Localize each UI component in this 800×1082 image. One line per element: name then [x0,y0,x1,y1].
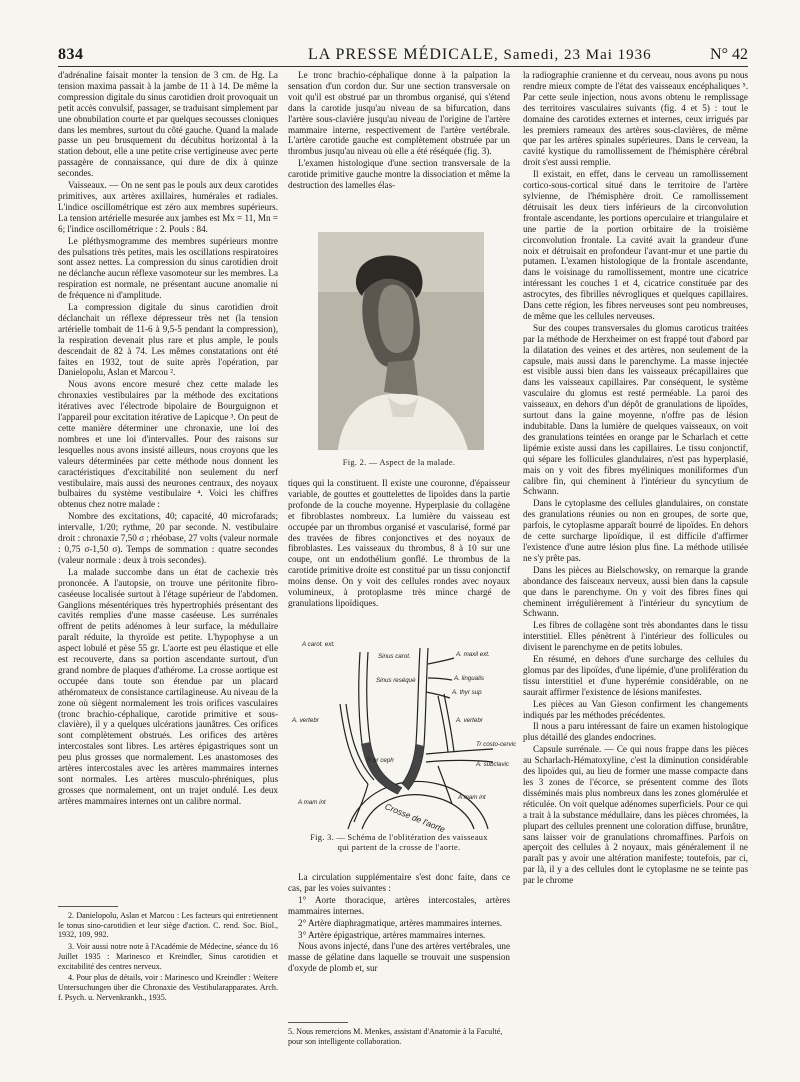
label-a-thyr-sup: A. thyr sup [452,689,482,696]
footnote: 3. Voir aussi notre note à l'Académie de Médecine, séance du 16 Juillet 1935 : Marinesco et Kreindler, Sinus carotidien et excitabilité des centres nerveux. [58,942,278,971]
footnote-middle [288,1022,510,1046]
page-number: 834 [58,46,84,63]
figure-2-photo [318,232,484,450]
vessel-diagram [288,634,517,835]
footnote-rule [58,906,118,907]
label-a-maxil-ext: A. maxil ext. [456,651,490,658]
column-middle-bottom [288,872,510,975]
list-item: 2° Artère diaphragmatique, artères mammaires internes. [298,917,503,928]
list-item: 1° Aorte thoracique, artères intercostales, artères mammaires internes. [288,894,510,916]
paragraph: Les fibres de collagène sont très abondantes dans le tissu interstitiel. Elles pénètrent à l'intérieur des follicules ou divisent le parenchyme en de petits lobules. [523,620,748,653]
paragraph: La malade succombe dans un état de cachexie très prononcée. A l'autopsie, on trouve une péritonite fibro-caséeuse localisée surtout à l'étage supérieur de l'abdomen. Ganglions mésentériques très hypertrophiés présentant des cavités remplies d'une masse caséeuse. Les surrénales offrent de petits adénomes à leur surface, la médullaire paraît réduite, la thyroïde est petite. L'hypophyse a un aspect lobulé et pèse 55 gr. L'aorte est peu élastique et elle est recouverte, dans sa portion ascendante surtout, d'un grand nombre de plaques d'athérome. La crosse aortique est occupée dans toute son étendue par un placard athéromateux de consistance cartilagineuse. Au niveau de la zone où siègent normalement les trois orifices vasculaires (tronc brachio-céphalique, carotide primitive et sous-clavière), il y a quelques ulcérations jaunâtres. Ces orifices sont complètement obstrués. Les orifices des artères intercostales sont libres. Les artères épigastriques sont un peu plus grosses que normalement. Les anastomoses des artères intercostales avec les artères mammaires internes sont normales. Les artères musculo-phréniques, plus grosses que normalement, ont un trajet ondulé. Les deux artères mammaires internes ont un calibre normal. [58,566,278,806]
figure-3-caption-line-1: Fig. 3. — Schéma de l'oblitération des vaisseaux [310,833,488,842]
paragraph: Le tronc brachio-céphalique donne à la palpation la sensation d'un cordon dur. Sur une section transversale on voit qu'il est obstrué par un thrombus organisé, qui s'étend dans la carotide jusqu'au niveau de sa bifurcation, dans l'artère sous-clavière jusqu'au niveau de l'origine de l'artère mammaire interne, respectivement de l'artère vertébrale. L'artère carotide gauche est complètement obstruée par un thrombus jusqu'au niveau où elle a été réséquée (fig. 3). [288,70,510,157]
issue-number: N° 42 [710,46,748,63]
paragraph: Il nous a paru intéressant de faire un examen histologique plus détaillé des glandes endocrines. [523,721,748,743]
label-a-mam-int-right: A mam int [458,794,486,801]
paragraph: Les pièces au Van Gieson confirment les changements indiqués par les méthodes précédentes. [523,698,748,720]
paragraph: Nombre des excitations, 40; capacité, 40 microfarads; intervalle, 1/20; rythme, 20 par seconde. N. vestibulaire droit : chronaxie 7,50 σ ; rhéobase, 27 volts (valeur normale : 0,75 σ-1,50 σ). Temps de sommation : quatre secondes (valeur normale : deux à trois secondes). [58,511,278,565]
paragraph: Dans le cytoplasme des cellules glandulaires, on constate des granulations réunies ou non en groupes, de sorte que, parfois, le cytoplasme apparaît bourré de lipoïdes. En dehors de cette surcharge lipoïdique, il est difficile d'affirmer l'existence d'une autre lésion plus fine. La méthode utilisée ne s'y prête pas. [523,498,748,563]
label-a-vertebr-right: A. vertebr [456,717,483,724]
label-a-carot-ext: A carot. ext. [302,641,335,648]
footnotes-left [58,906,278,1004]
paragraph: la radiographie cranienne et du cerveau, nous avons pu nous rendre mieux compte de l'état des vaisseaux encéphaliques ⁵. Par cette seule injection, nous avons obtenu le remplissage des territoires vasculaires suivants (fig. 4 et 5) : tout le domaine des carotides externes et internes, ceux irrigués par les premiers rameaux des artères sous-clavières, de même que par les artères spinales supérieures. Dans le cerveau, la cavité kystique du ramollissement de l'hémisphère cérébral droit s'est aussi remplie. [523,70,748,168]
paragraph: Dans les pièces au Bielschowsky, on remarque la grande abondance des faisceaux nerveux, aussi bien dans la capsule que dans le parenchyme. On y voit des fibres fines qui cheminent irrégulièrement à l'intérieur du syncytium de Schwann. [523,564,748,619]
label-crosse-aorte: Crosse de l'aorte [383,801,447,835]
paragraph: Nous avons encore mesuré chez cette malade les chronaxies vestibulaires par la méthode des excitations itératives avec l'électrode bipolaire de Bourguignon et l'appareil pour excitation itérative de Lapicque ³. On peut de cette manière déterminer une chronaxie, une loi des nombres et une loi d'intervalles. Pour des raisons sur lesquelles nous avons insisté ailleurs, nous croyons que les valeurs déterminées par cette méthode nous donnent les caractéristiques d'excitabilité non seulement du nerf vestibulaire, mais aussi des neurones centraux, des noyaux bulbaires du système vestibulaire ⁴. Voici les chiffres obtenus chez notre malade : [58,379,278,510]
label-sinus-carot: Sinus carot. [378,653,411,660]
paragraph: Il existait, en effet, dans le cerveau un ramollissement cortico-sous-cortical situé dans le territoire de l'artère sylvienne, de l'hémisphère droit. Ce ramollissement détruisait les deux tiers inférieurs de la circonvolution frontale ascendante, les portions operculaire et triangulaire et une partie de la portion orbitaire de la troisième circonvolution frontale. La cavité avait la grandeur d'une noix et détruisait en profondeur l'avant-mur et une partie du putamen. L'examen histologique de la frontale ascendante, dans le voisinage du ramollissement, montre une cicatrice intéressant les couches 1 et 4, cicatrice constituée par des astrocytes, des fibrilles névrogliques et quelques capillaires. Dans cette région, les fibres nerveuses sont peu nombreuses, de même que les cellules nerveuses. [523,169,748,321]
label-tr-br-ceph: Tr br ceph [366,757,394,764]
paragraph: La compression digitale du sinus carotidien droit déclanchait un réflexe dépresseur très net (la tension artérielle tombait de 11-6 à 9,5-5 pendant la compression), la respiration devenait plus rare et plus ample, le pouls descendait de 82 à 74. Les mêmes constatations ont été faites en 1932, tout de suite après l'opération, par Danielopolu, Aslan et Marcou ². [58,302,278,378]
label-a-subclavic: A. subclavic [476,761,510,768]
journal-title: LA PRESSE MÉDICALE [308,46,495,63]
header-rule [58,66,748,67]
paragraph: La circulation supplémentaire s'est donc faite, dans ce cas, par les voies suivantes : [288,872,510,893]
issue-date: Samedi, 23 Mai 1936 [503,47,652,63]
label-sinus-reseque: Sinus reséqué [376,677,416,684]
figure-3-caption-line-2: qui partent de la crosse de l'aorte. [337,843,461,852]
list-item: 3° Artère épigastrique, artères mammaires internes. [298,929,486,940]
label-a-lingualis: A. lingualis [454,675,484,682]
column-right [523,70,748,887]
paragraph: tiques qui la constituent. Il existe une couronne, d'épaisseur variable, de gouttes et gouttelettes de lipoïdes dans la partie profonde de la couche moyenne. Hyperplasie du collagène et fibroblastes nombreux. La lumière du vaisseau est occupée par un thrombus organisé et vascularisé, formé par des travées de fibres conjonctives et des noyaux de fibroblastes. Les vaisseaux du thrombus, 8 à 10 sur une coupe, ont un endothélium gonflé. Le thrombus de la carotide primitive droite est constitué par un tissu conjonctif moins dense. On y voit des cellules rondes avec noyaux volumineux, à protoplasme très mince chargé de granulations lipoïdiques. [288,478,510,608]
figure-2-caption: Fig. 2. — Aspect de la malade. [342,458,456,467]
footnote-rule [288,1022,348,1023]
paragraph: Nous avons injecté, dans l'une des artères vertébrales, une masse de gélatine dans laquelle se trouvait une suspension d'oxyde de plomb et, sur [288,941,510,974]
footnote: 2. Danielopolu, Aslan et Marcou : Les facteurs qui entretiennent le tonus sino-carotidien et leur siège d'action. C. rend. Soc. Biol., 1932, 109, 992. [58,911,278,940]
paragraph: Capsule surrénale. — Ce qui nous frappe dans les pièces au Scharlach-Hématoxyline, c'est la diminution considérable des lipoïdes qui, au lieu de former une masse compacte dans les 3 zones de l'écorce, se présentent comme des îlots disséminés mais plus nombreux dans les zones glomérulée et réticulée. On voit quelque adénomes superficiels. Pour ce qui a trait à la substance médullaire, dans les pièces chromées, la plupart des cellules prennent une coloration diffuse, brunâtre, sans laisser voir de granulations chromaffines. Parfois on aperçoit des cellules à 2 noyaux, mais généralement il ne paraît pas y avoir une altération manifeste; toutefois, par ci, par là, il y a des cellules dont le cytoplasme ne se teinte pas par le chrome [523,744,748,886]
paragraph: Le pléthysmogramme des membres supérieurs montre des pulsations très petites, mais les oscillations respiratoires sont assez nettes. La compression du sinus carotidien droit ne déclanche aucun réflexe vasomoteur sur les membres. La respiration est normale, ne présentant aucune anomalie ni de fréquence ni d'amplitude. [58,235,278,301]
paragraph: En résumé, en dehors d'une surcharge des cellules du glomus par des lipoïdes, d'une lipémie, d'une prolifération du tissu interstitiel et d'une hyperémie considérable, on ne saurait affirmer l'existence de lésions manifestes. [523,654,748,697]
label-a-vertebr-left: A. vertebr [292,717,319,724]
column-middle-top [288,70,510,192]
column-middle-mid [288,478,510,610]
patient-portrait-image [318,232,484,450]
paragraph: Vaisseaux. — On ne sent pas le pouls aux deux carotides primitives, aux artères axillaires, humérales et radiales. L'indice oscillométrique est zéro aux membres supérieurs. La tension artérielle mesurée aux jambes est Mx = 11, Mn = 6; l'indice oscillométrique : 2. Pouls : 84. [58,180,278,234]
column-left [58,70,278,808]
footnote: 5. Nous remercions M. Menkes, assistant d'Anatomie à la Faculté, pour son intelligente collaboration. [288,1027,503,1046]
page-header: 834 LA PRESSE MÉDICALE, Samedi, 23 Mai 1936 N° 42 [58,46,748,63]
paragraph: L'examen histologique d'une section transversale de la carotide primitive gauche montre la dissociation et même la destruction des lamelles élas- [288,158,510,191]
paragraph: Sur des coupes transversales du glomus caroticus traitées par la méthode de Herxheimer on est frappé tout d'abord par la dilatation des veines et des artères, non seulement de la capsule, mais aussi dans le parenchyme. La masse injectée est visible aussi bien dans les vaisseaux précapillaires que dans les vaisseaux capillaires. Par conséquent, le système vasculaire du glomus est resté perméable. La paroi des vaisseaux, en dehors d'un dépôt de granulations de lipoïdes, surtout dans la gaine moyenne, n'offre pas de lésion indubitable. Dans la lumière de quelques vaisseaux, on voit des granulations teintées en orange par le Scharlach et cette lipémie existe aussi dans les capillaires. Le tissu conjonctif, qui sépare les follicules glandulaires, n'est pas hyperplasié, mais on y voit des fibres myéliniques moniliformes d'un calibre fin, qui cheminent à l'intérieur du syncytium de Schwann. [523,322,748,497]
label-a-mam-int-left: A mam int [298,799,326,806]
figure-3-schema [288,634,517,835]
figure-3-caption [288,833,510,853]
paragraph: d'adrénaline faisait monter la tension de 3 cm. de Hg. La tension maxima passait à la jambe de 11 à 14. De même la compression digitale du sinus carotidien droit provoquait un petit accès convulsif, passager, se traduisant simplement par une obnubilation courte et par quelques secousses cloniques dans les membres, surtout du côté gauche. Quand la malade passe un peu brusquement du décubitus horizontal à la station debout, elle a une petite crise vertigineuse avec perte passagère de connaissance, qui dure de dix à quinze secondes. [58,70,278,179]
label-tr-costo-cervic: Tr costo-cervic [476,741,517,748]
footnote: 4. Pour plus de détails, voir : Marinesco und Kreindler : Weitere Untersuchungen über die Chronaxie des Vestibularapparates. Arch. f. Psych. u. Nervenkrankh., 1935. [58,973,278,1002]
